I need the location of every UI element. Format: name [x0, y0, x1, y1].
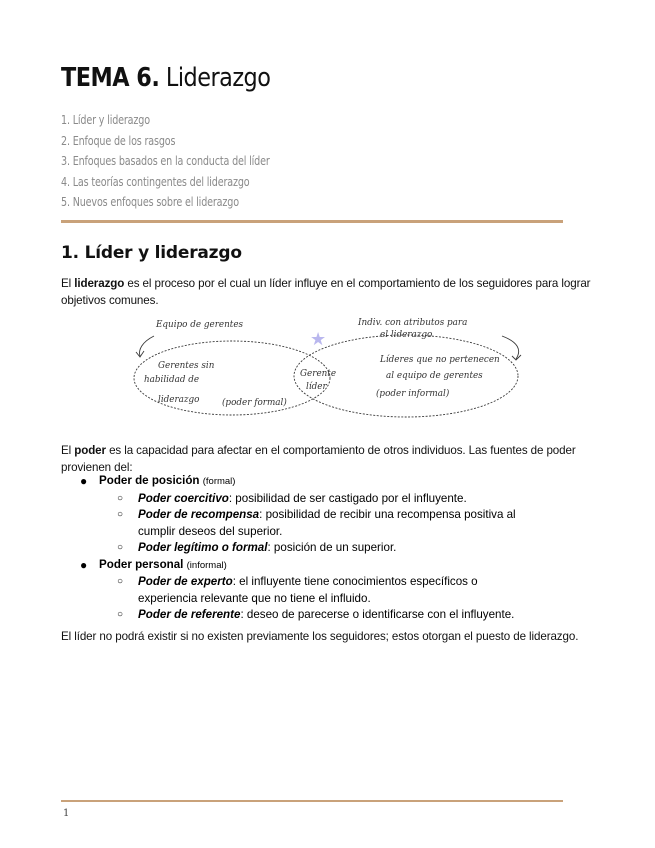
text-run: El: [61, 444, 75, 457]
right-line-2: al equipo de gerentes: [386, 371, 483, 381]
power-description: : posibilidad de recibir una recompensa positiva al cumplir deseos del superior.: [138, 508, 516, 538]
power-category-qualifier: (informal): [186, 559, 227, 571]
power-term: Poder de experto: [138, 575, 233, 588]
left-line-1: Gerentes sin: [158, 361, 215, 371]
star-icon: ★: [310, 329, 327, 350]
list-subitem: [61, 491, 523, 508]
power-category-label: Poder personal: [99, 557, 184, 571]
text-run: es el proceso por el cual un líder influye en el comportamiento de los seguidores para lograr objetivos comunes.: [61, 277, 591, 307]
power-category-label: Poder de posición: [99, 474, 200, 487]
title-text: Liderazgo: [165, 63, 271, 93]
term-power: poder: [74, 444, 106, 457]
list-subitem: [61, 574, 523, 607]
venn-diagram: [130, 312, 526, 427]
circle-bullet-icon: ○: [117, 492, 124, 504]
right-line-3: (poder informal): [376, 389, 450, 399]
list-subitem: [61, 607, 523, 624]
text-run: es la capacidad para afectar en el comportamiento de otros individuos. Las fuentes de poder provienen del:: [61, 444, 576, 474]
toc-item: 4. Las teorías contingentes del liderazgo: [61, 174, 250, 189]
power-description: : deseo de parecerse o identificarse con el influyente.: [240, 608, 515, 621]
list-subitem: [61, 507, 523, 540]
header-divider: [61, 220, 563, 223]
bullet-icon: ●: [80, 557, 88, 572]
toc-item: 3. Enfoques basados en la conducta del líder: [61, 154, 270, 168]
power-definition: [61, 443, 601, 476]
power-description: : posibilidad de ser castigado por el influyente.: [228, 491, 467, 505]
circle-bullet-icon: ○: [117, 609, 124, 620]
page-title: [61, 60, 270, 96]
closing-paragraph: El líder no podrá existir si no existen previamente los seguidores; estos otorgan el puesto de liderazgo.: [61, 630, 579, 643]
list-item: [61, 557, 601, 575]
toc-item: 1. Líder y liderazgo: [61, 113, 150, 127]
middle-line-1: Gerente: [300, 369, 337, 379]
circle-bullet-icon: ○: [117, 576, 124, 587]
left-line-2: habilidad de: [144, 375, 200, 385]
label-individuals-2: el liderazgo: [380, 330, 433, 340]
table-of-contents: [61, 110, 322, 213]
arrow-right: [502, 336, 519, 359]
circle-bullet-icon: ○: [117, 509, 124, 520]
page-number: 1: [63, 808, 70, 819]
section-heading: 1. Líder y liderazgo: [61, 243, 242, 263]
power-category-qualifier: (formal): [202, 476, 236, 487]
power-description: : posición de un superior.: [267, 541, 397, 554]
list-subitem: [61, 540, 523, 557]
power-sources-list: [61, 473, 601, 624]
label-team-managers: Equipo de gerentes: [156, 320, 244, 330]
left-line-4: (poder formal): [222, 398, 287, 408]
bullet-icon: ●: [80, 474, 88, 488]
power-term: Poder coercitivo: [138, 491, 229, 505]
text-run: El: [61, 277, 75, 290]
circle-bullet-icon: ○: [117, 542, 124, 553]
title-number: TEMA 6.: [61, 63, 160, 93]
middle-line-2: líder: [306, 382, 327, 392]
list-item: [61, 473, 601, 491]
arrow-left: [140, 336, 154, 356]
label-individuals: Indiv. con atributos para: [358, 318, 468, 328]
term-leadership: liderazgo: [74, 277, 125, 290]
power-description: : el influyente tiene conocimientos específicos o experiencia relevante que no tiene el influido.: [138, 575, 478, 605]
toc-item: 5. Nuevos enfoques sobre el liderazgo: [61, 195, 239, 209]
right-line-1: Líderes que no pertenecen: [380, 355, 500, 365]
left-line-3: liderazgo: [158, 395, 200, 405]
toc-item: 2. Enfoque de los rasgos: [61, 133, 176, 148]
leadership-definition: [61, 276, 601, 309]
footer-divider: [61, 800, 563, 802]
power-term: Poder de referente: [138, 608, 241, 621]
power-term: Poder legítimo o formal: [138, 541, 268, 554]
power-term: Poder de recompensa: [138, 508, 260, 521]
